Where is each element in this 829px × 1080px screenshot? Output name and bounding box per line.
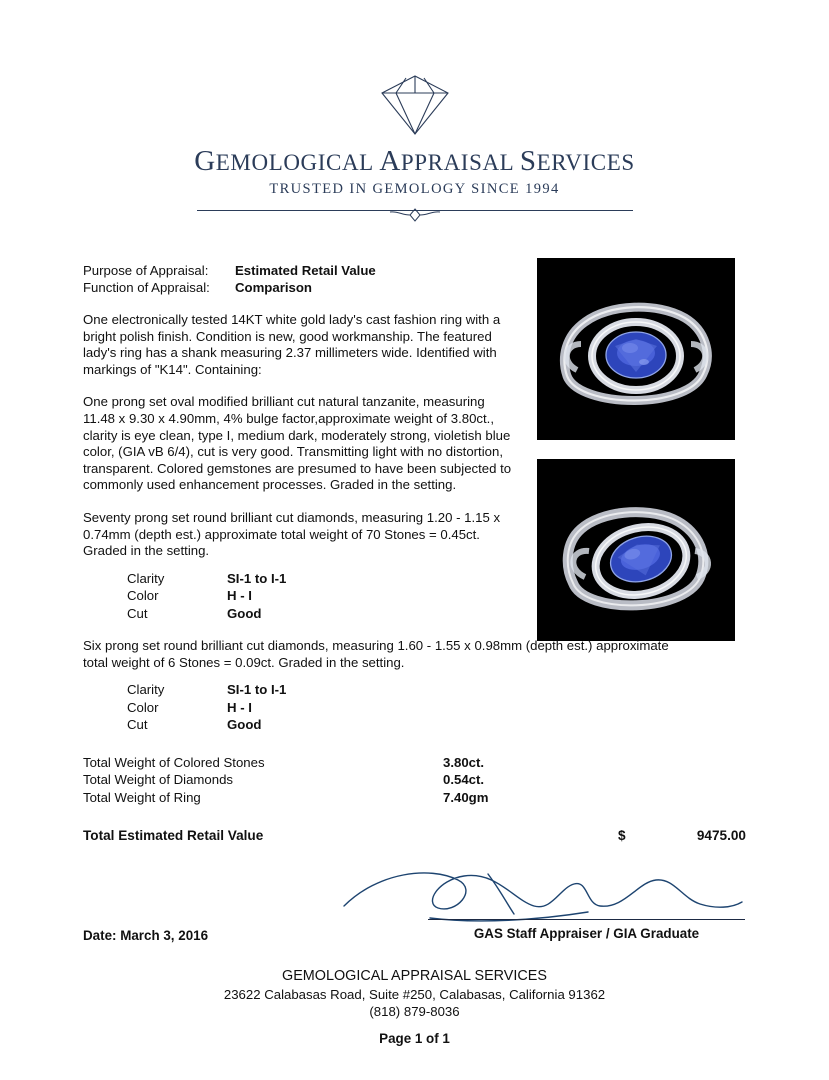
appraisal-date: Date: March 3, 2016 xyxy=(83,928,209,943)
grand-total-value: 9475.00 xyxy=(696,828,746,844)
function-row xyxy=(83,279,513,296)
diamond-grade-table-1 xyxy=(127,570,513,623)
total-colored-stones-value: 3.80ct. xyxy=(443,754,485,770)
total-diamonds-value: 0.54ct. xyxy=(443,772,485,788)
diamond-icon xyxy=(0,74,829,141)
letterhead xyxy=(0,0,829,230)
purpose-value: Estimated Retail Value xyxy=(235,263,376,278)
diamond-grade-table-2 xyxy=(127,681,746,734)
cut-label: Cut xyxy=(127,717,148,733)
table-row xyxy=(127,699,746,717)
color-label: Color xyxy=(127,699,159,715)
left-text-column xyxy=(83,262,513,622)
company-name-seg: A xyxy=(379,145,401,177)
total-colored-stones-label: Total Weight of Colored Stones xyxy=(83,754,265,770)
purpose-label: Purpose of Appraisal: xyxy=(83,263,209,278)
header-divider xyxy=(197,204,633,230)
function-label: Function of Appraisal: xyxy=(83,280,210,295)
total-diamonds-label: Total Weight of Diamonds xyxy=(83,772,234,788)
signature-line xyxy=(428,919,745,920)
totals-table xyxy=(83,754,553,807)
clarity-value: SI-1 to I-1 xyxy=(227,570,287,586)
grand-total-label: Total Estimated Retail Value xyxy=(83,828,264,844)
color-label: Color xyxy=(127,588,159,604)
diamonds-70-paragraph: Seventy prong set round brilliant cut diamonds, measuring 1.20 - 1.15 x 0.74mm (depth est.) approximate total weight of 70 Stones = 0.45ct. Graded in the setting. xyxy=(83,509,501,559)
company-name-seg: G xyxy=(194,145,216,177)
cut-label: Cut xyxy=(127,605,148,621)
company-name xyxy=(0,145,829,178)
footer-address: 23622 Calabasas Road, Suite #250, Calabasas, California 91362 xyxy=(223,986,606,1002)
clarity-label: Clarity xyxy=(127,570,165,586)
company-name-seg: EMOLOGICAL xyxy=(215,150,380,175)
grand-total-row xyxy=(83,828,746,843)
function-value: Comparison xyxy=(235,280,312,295)
appraiser-title: GAS Staff Appraiser / GIA Graduate xyxy=(473,926,700,941)
ring-description-paragraph: One electronically tested 14KT white gold lady's cast fashion ring with a bright polish finish. Condition is new, good workmanship. The featured lady's ring has a shank measuring 2.37 millimeters wide. Identified with markings of "K14". Containing: xyxy=(83,312,501,377)
color-value: H - I xyxy=(227,699,252,715)
table-row xyxy=(83,789,553,807)
signature-block xyxy=(83,862,746,952)
clarity-value: SI-1 to I-1 xyxy=(227,682,287,698)
cut-value: Good xyxy=(227,717,262,733)
clarity-label: Clarity xyxy=(127,682,165,698)
cut-value: Good xyxy=(227,605,262,621)
total-ring-weight-value: 7.40gm xyxy=(443,789,489,805)
tagline: TRUSTED IN GEMOLOGY SINCE 1994 xyxy=(269,181,560,197)
document-footer xyxy=(0,968,829,1047)
total-ring-weight-label: Total Weight of Ring xyxy=(83,789,201,805)
footer-company: GEMOLOGICAL APPRAISAL SERVICES xyxy=(282,968,547,984)
appraisal-body xyxy=(83,262,746,843)
purpose-row xyxy=(83,262,513,279)
flourish-ornament-icon xyxy=(380,204,450,231)
table-row xyxy=(127,681,746,699)
grand-total-currency: $ xyxy=(618,828,626,844)
center-stone-paragraph: One prong set oval modified brilliant cut natural tanzanite, measuring 11.48 x 9.30 x 4.90mm, 4% bulge factor,approximate weight of 3.80ct., clarity is eye clean, type I, medium dark, moderately strong, violetish blue color, (GIA vB 6/4), cut is very good. Transmitting light with no distortion, transparent. Colored gemstones are presumed to have been subjected to commonly used enhancement processes. Graded in the setting. xyxy=(83,394,512,493)
table-row xyxy=(127,716,746,734)
table-row xyxy=(127,605,513,623)
table-row xyxy=(83,771,553,789)
color-value: H - I xyxy=(227,588,252,604)
company-name-seg: ERVICES xyxy=(536,150,635,175)
table-row xyxy=(127,587,513,605)
footer-phone: (818) 879-8036 xyxy=(369,1004,460,1019)
diamonds-6-paragraph: Six prong set round brilliant cut diamonds, measuring 1.60 - 1.55 x 0.98mm (depth est.) approximate total weight of 6 Stones = 0.09ct. Graded in the setting. xyxy=(83,638,669,670)
company-name-seg: PPRAISAL xyxy=(400,150,520,175)
company-name-seg: S xyxy=(519,145,537,177)
table-row xyxy=(127,570,513,588)
page-number: Page 1 of 1 xyxy=(379,1030,450,1046)
table-row xyxy=(83,754,553,772)
